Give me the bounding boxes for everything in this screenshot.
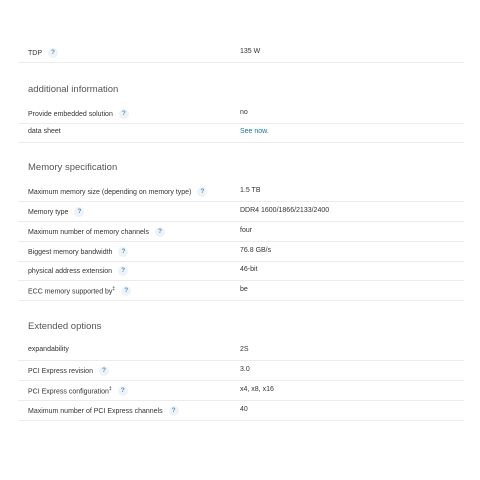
spec-value: 1.5 TB: [240, 187, 261, 194]
spec-label: expandability: [28, 346, 69, 353]
spec-label: Memory type ?: [28, 207, 84, 217]
spec-value: 2S: [240, 346, 249, 353]
spec-label: TDP ?: [28, 48, 58, 58]
datasheet-link[interactable]: See now.: [240, 128, 269, 135]
help-icon[interactable]: ?: [197, 187, 207, 197]
spec-label: Maximum number of PCI Express channels ?: [28, 406, 179, 416]
spec-row-pcie-revision: [18, 360, 464, 381]
spec-row-memory-bandwidth: [18, 241, 464, 262]
spec-value: no: [240, 109, 248, 116]
spec-label: Biggest memory bandwidth ?: [28, 247, 128, 257]
footnote-mark: ‡: [108, 386, 112, 392]
section-heading-additional: additional information: [28, 84, 119, 95]
spec-value: be: [240, 286, 248, 293]
help-icon[interactable]: ?: [118, 247, 128, 257]
spec-row-embedded: [18, 103, 464, 124]
spec-label: physical address extension ?: [28, 266, 128, 276]
spec-label: Maximum memory size (depending on memory type) ?: [28, 187, 207, 197]
section-heading-memory: Memory specification: [28, 162, 118, 173]
spec-label: PCI Express revision ?: [28, 366, 109, 376]
spec-row-datasheet: [18, 122, 464, 143]
spec-label: ECC memory supported by‡ ?: [28, 286, 131, 296]
spec-row-tdp: [18, 42, 464, 63]
spec-value: x4, x8, x16: [240, 386, 274, 393]
spec-row-expandability: [18, 340, 464, 361]
help-icon[interactable]: ?: [121, 286, 131, 296]
spec-label: Maximum number of memory channels ?: [28, 227, 165, 237]
spec-label: Provide embedded solution ?: [28, 109, 129, 119]
help-icon[interactable]: ?: [169, 406, 179, 416]
help-icon[interactable]: ?: [48, 48, 58, 58]
spec-value: 76.8 GB/s: [240, 247, 272, 254]
spec-value: four: [240, 227, 253, 234]
spec-row-pcie-configuration: [18, 380, 464, 401]
spec-row-pcie-lanes: [18, 400, 464, 421]
help-icon[interactable]: ?: [119, 109, 129, 119]
help-icon[interactable]: ?: [99, 366, 109, 376]
spec-row-memory-channels: [18, 221, 464, 242]
section-heading-extended: Extended options: [28, 321, 102, 332]
spec-label: PCI Express configuration‡ ?: [28, 386, 128, 396]
spec-value: DDR4 1600/1866/2133/2400: [240, 207, 330, 214]
spec-value: 135 W: [240, 48, 261, 55]
spec-row-memory-type: [18, 201, 464, 222]
help-icon[interactable]: ?: [155, 227, 165, 237]
spec-value: 46-bit: [240, 266, 258, 273]
spec-row-physical-address: [18, 260, 464, 281]
spec-value: 3.0: [240, 366, 250, 373]
spec-row-ecc: [18, 280, 464, 301]
help-icon[interactable]: ?: [118, 266, 128, 276]
footnote-mark: ‡: [112, 286, 116, 292]
spec-label: data sheet: [28, 128, 61, 135]
spec-value: 40: [240, 406, 248, 413]
help-icon[interactable]: ?: [118, 386, 128, 396]
spec-row-max-memory: [18, 181, 464, 202]
help-icon[interactable]: ?: [74, 207, 84, 217]
